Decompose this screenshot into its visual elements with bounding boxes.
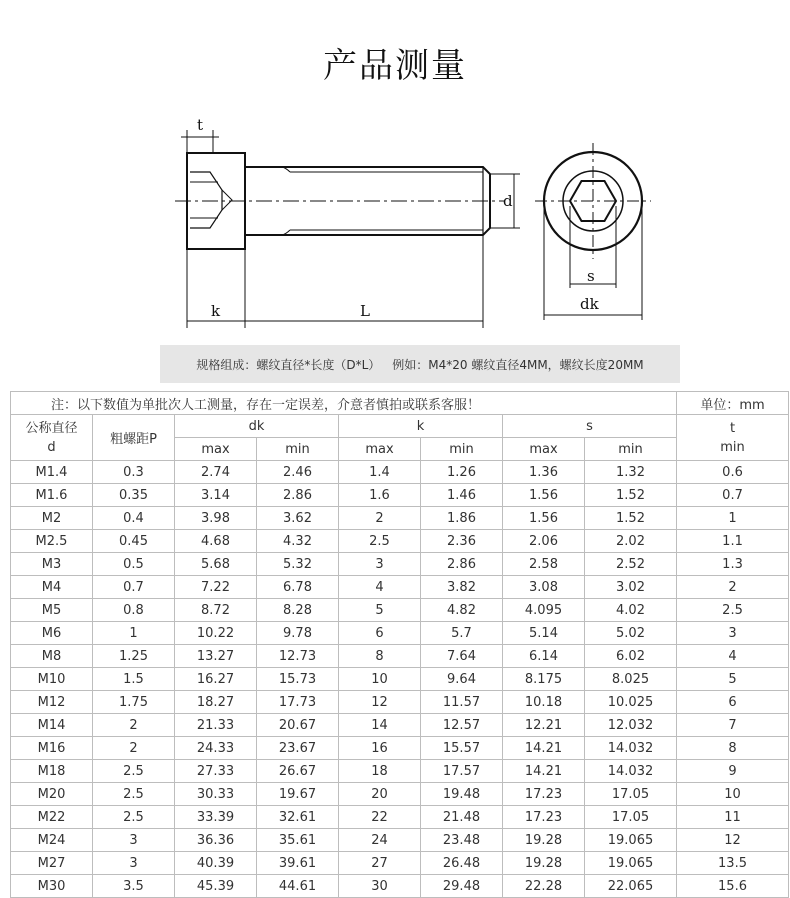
cell-dk-min: 19.67	[257, 783, 339, 806]
cell-t-min: 4	[677, 645, 789, 668]
cell-dk-min: 12.73	[257, 645, 339, 668]
cell-pitch: 0.3	[93, 461, 175, 484]
cell-pitch: 1.25	[93, 645, 175, 668]
cell-t-min: 5	[677, 668, 789, 691]
cell-t-min: 0.6	[677, 461, 789, 484]
cell-dk-min: 39.61	[257, 852, 339, 875]
spec-example: 例如：M4*20 螺纹直径4MM，螺纹长度20MM	[392, 357, 644, 372]
cell-pitch: 0.8	[93, 599, 175, 622]
cell-s-max: 1.36	[503, 461, 585, 484]
table-row	[11, 852, 789, 875]
cell-k-max: 24	[339, 829, 421, 852]
cell-diameter: M1.6	[11, 484, 93, 507]
table-row	[11, 875, 789, 898]
cell-k-max: 22	[339, 806, 421, 829]
cell-s-min: 6.02	[585, 645, 677, 668]
cell-k-max: 30	[339, 875, 421, 898]
cell-k-max: 20	[339, 783, 421, 806]
table-note-row	[11, 392, 789, 415]
cell-pitch: 0.5	[93, 553, 175, 576]
cell-diameter: M30	[11, 875, 93, 898]
cell-k-min: 23.48	[421, 829, 503, 852]
cell-dk-max: 18.27	[175, 691, 257, 714]
header-dk: dk	[175, 415, 339, 438]
cell-k-min: 15.57	[421, 737, 503, 760]
cell-t-min: 9	[677, 760, 789, 783]
cell-pitch: 0.4	[93, 507, 175, 530]
cell-dk-min: 8.28	[257, 599, 339, 622]
cell-k-min: 1.46	[421, 484, 503, 507]
cell-dk-min: 35.61	[257, 829, 339, 852]
header-s-min: min	[585, 438, 677, 461]
cell-s-max: 17.23	[503, 806, 585, 829]
cell-s-min: 8.025	[585, 668, 677, 691]
cell-t-min: 13.5	[677, 852, 789, 875]
cell-s-min: 1.52	[585, 484, 677, 507]
cell-k-min: 26.48	[421, 852, 503, 875]
cell-pitch: 3	[93, 852, 175, 875]
cell-pitch: 2.5	[93, 783, 175, 806]
cell-k-max: 5	[339, 599, 421, 622]
cell-s-max: 19.28	[503, 829, 585, 852]
cell-dk-max: 40.39	[175, 852, 257, 875]
header-k-max: max	[339, 438, 421, 461]
dimension-labels	[197, 116, 600, 320]
cell-k-max: 16	[339, 737, 421, 760]
cell-diameter: M10	[11, 668, 93, 691]
cell-pitch: 3	[93, 829, 175, 852]
cell-diameter: M22	[11, 806, 93, 829]
cell-k-min: 5.7	[421, 622, 503, 645]
table-note: 注：以下数值为单批次人工测量，存在一定误差，介意者慎拍或联系客服！	[11, 392, 677, 415]
cell-t-min: 10	[677, 783, 789, 806]
cell-t-min: 11	[677, 806, 789, 829]
cell-k-max: 12	[339, 691, 421, 714]
table-row	[11, 668, 789, 691]
header-pitch: 粗螺距P	[93, 415, 175, 461]
header-t-label: t	[729, 420, 736, 436]
cell-dk-max: 13.27	[175, 645, 257, 668]
header-dk-min: min	[257, 438, 339, 461]
cell-diameter: M8	[11, 645, 93, 668]
cell-s-min: 1.52	[585, 507, 677, 530]
cell-s-min: 1.32	[585, 461, 677, 484]
cell-dk-max: 2.74	[175, 461, 257, 484]
cell-dk-min: 5.32	[257, 553, 339, 576]
cell-dk-max: 10.22	[175, 622, 257, 645]
cell-pitch: 1	[93, 622, 175, 645]
cell-s-min: 17.05	[585, 783, 677, 806]
screw-technical-drawing	[0, 110, 790, 340]
cell-dk-min: 6.78	[257, 576, 339, 599]
cell-dk-max: 33.39	[175, 806, 257, 829]
cell-dk-max: 4.68	[175, 530, 257, 553]
table-row	[11, 599, 789, 622]
table-row	[11, 576, 789, 599]
table-row	[11, 461, 789, 484]
cell-t-min: 7	[677, 714, 789, 737]
cell-pitch: 2	[93, 737, 175, 760]
dimension-table	[10, 391, 788, 898]
cell-k-max: 8	[339, 645, 421, 668]
header-s-max: max	[503, 438, 585, 461]
cell-k-max: 14	[339, 714, 421, 737]
cell-s-max: 14.21	[503, 737, 585, 760]
cell-dk-max: 16.27	[175, 668, 257, 691]
cell-t-min: 6	[677, 691, 789, 714]
cell-s-max: 19.28	[503, 852, 585, 875]
cell-k-min: 1.26	[421, 461, 503, 484]
cell-dk-max: 7.22	[175, 576, 257, 599]
cell-s-min: 22.065	[585, 875, 677, 898]
cell-s-min: 14.032	[585, 737, 677, 760]
cell-t-min: 1.1	[677, 530, 789, 553]
end-view	[535, 143, 651, 320]
cell-k-max: 2	[339, 507, 421, 530]
cell-s-max: 12.21	[503, 714, 585, 737]
cell-dk-max: 27.33	[175, 760, 257, 783]
cell-s-max: 8.175	[503, 668, 585, 691]
cell-s-min: 17.05	[585, 806, 677, 829]
cell-k-min: 9.64	[421, 668, 503, 691]
cell-pitch: 0.7	[93, 576, 175, 599]
cell-k-max: 27	[339, 852, 421, 875]
cell-s-max: 2.58	[503, 553, 585, 576]
table-unit: 单位：mm	[677, 392, 789, 415]
cell-k-min: 1.86	[421, 507, 503, 530]
cell-t-min: 2	[677, 576, 789, 599]
cell-pitch: 2.5	[93, 806, 175, 829]
cell-diameter: M16	[11, 737, 93, 760]
table-row	[11, 507, 789, 530]
cell-diameter: M12	[11, 691, 93, 714]
cell-dk-max: 3.14	[175, 484, 257, 507]
cell-diameter: M14	[11, 714, 93, 737]
cell-dk-min: 32.61	[257, 806, 339, 829]
cell-pitch: 2.5	[93, 760, 175, 783]
cell-k-max: 1.6	[339, 484, 421, 507]
cell-dk-min: 44.61	[257, 875, 339, 898]
cell-s-max: 6.14	[503, 645, 585, 668]
cell-k-max: 2.5	[339, 530, 421, 553]
label-s: s	[587, 267, 595, 285]
header-t	[677, 415, 789, 461]
cell-k-min: 7.64	[421, 645, 503, 668]
cell-s-min: 4.02	[585, 599, 677, 622]
cell-k-min: 11.57	[421, 691, 503, 714]
cell-k-min: 2.36	[421, 530, 503, 553]
cell-pitch: 1.75	[93, 691, 175, 714]
cell-diameter: M20	[11, 783, 93, 806]
header-diameter-line1: 公称直径	[25, 420, 78, 436]
cell-t-min: 12	[677, 829, 789, 852]
cell-t-min: 2.5	[677, 599, 789, 622]
label-d: d	[503, 192, 513, 210]
cell-k-min: 4.82	[421, 599, 503, 622]
side-view	[175, 130, 520, 328]
cell-s-max: 14.21	[503, 760, 585, 783]
table-row	[11, 783, 789, 806]
table-row	[11, 829, 789, 852]
cell-s-max: 3.08	[503, 576, 585, 599]
cell-k-max: 10	[339, 668, 421, 691]
table-row	[11, 760, 789, 783]
cell-k-max: 3	[339, 553, 421, 576]
cell-s-max: 17.23	[503, 783, 585, 806]
cell-diameter: M24	[11, 829, 93, 852]
cell-diameter: M6	[11, 622, 93, 645]
spec-caption	[160, 345, 680, 383]
cell-dk-max: 45.39	[175, 875, 257, 898]
cell-dk-min: 2.46	[257, 461, 339, 484]
cell-k-min: 2.86	[421, 553, 503, 576]
cell-dk-max: 21.33	[175, 714, 257, 737]
cell-s-min: 12.032	[585, 714, 677, 737]
cell-diameter: M5	[11, 599, 93, 622]
cell-s-max: 10.18	[503, 691, 585, 714]
cell-s-max: 2.06	[503, 530, 585, 553]
cell-t-min: 15.6	[677, 875, 789, 898]
cell-dk-min: 20.67	[257, 714, 339, 737]
cell-k-min: 12.57	[421, 714, 503, 737]
cell-diameter: M2.5	[11, 530, 93, 553]
table-header-row	[11, 415, 789, 438]
table-row	[11, 691, 789, 714]
table-row	[11, 484, 789, 507]
cell-s-max: 1.56	[503, 507, 585, 530]
cell-dk-max: 5.68	[175, 553, 257, 576]
cell-dk-min: 3.62	[257, 507, 339, 530]
cell-s-max: 4.095	[503, 599, 585, 622]
cell-k-max: 4	[339, 576, 421, 599]
cell-t-min: 0.7	[677, 484, 789, 507]
cell-dk-min: 23.67	[257, 737, 339, 760]
page-title: 产品测量	[323, 46, 467, 86]
cell-k-max: 1.4	[339, 461, 421, 484]
cell-dk-max: 24.33	[175, 737, 257, 760]
cell-dk-min: 26.67	[257, 760, 339, 783]
cell-s-min: 14.032	[585, 760, 677, 783]
cell-k-min: 21.48	[421, 806, 503, 829]
cell-s-min: 10.025	[585, 691, 677, 714]
cell-t-min: 1.3	[677, 553, 789, 576]
cell-diameter: M3	[11, 553, 93, 576]
cell-k-min: 17.57	[421, 760, 503, 783]
cell-s-min: 5.02	[585, 622, 677, 645]
cell-k-max: 6	[339, 622, 421, 645]
label-dk: dk	[580, 295, 599, 313]
table-row	[11, 530, 789, 553]
cell-dk-min: 17.73	[257, 691, 339, 714]
label-L: L	[360, 302, 370, 320]
cell-dk-min: 15.73	[257, 668, 339, 691]
cell-dk-min: 9.78	[257, 622, 339, 645]
cell-dk-max: 36.36	[175, 829, 257, 852]
header-k: k	[339, 415, 503, 438]
cell-s-min: 19.065	[585, 852, 677, 875]
cell-dk-max: 8.72	[175, 599, 257, 622]
table-row	[11, 622, 789, 645]
cell-dk-min: 2.86	[257, 484, 339, 507]
cell-k-min: 3.82	[421, 576, 503, 599]
cell-dk-max: 30.33	[175, 783, 257, 806]
cell-pitch: 2	[93, 714, 175, 737]
header-diameter	[11, 415, 93, 461]
header-t-min: min	[720, 439, 745, 455]
cell-s-max: 1.56	[503, 484, 585, 507]
table-row	[11, 645, 789, 668]
cell-diameter: M4	[11, 576, 93, 599]
header-dk-max: max	[175, 438, 257, 461]
label-t: t	[197, 116, 204, 134]
cell-pitch: 1.5	[93, 668, 175, 691]
cell-s-min: 3.02	[585, 576, 677, 599]
cell-pitch: 3.5	[93, 875, 175, 898]
table-row	[11, 737, 789, 760]
cell-t-min: 8	[677, 737, 789, 760]
cell-s-max: 5.14	[503, 622, 585, 645]
table-row	[11, 714, 789, 737]
cell-s-min: 2.02	[585, 530, 677, 553]
cell-diameter: M18	[11, 760, 93, 783]
header-k-min: min	[421, 438, 503, 461]
cell-dk-min: 4.32	[257, 530, 339, 553]
header-diameter-line2: d	[47, 439, 56, 455]
label-k: k	[211, 302, 221, 320]
cell-s-min: 19.065	[585, 829, 677, 852]
cell-t-min: 3	[677, 622, 789, 645]
cell-k-min: 29.48	[421, 875, 503, 898]
spec-composition: 规格组成：螺纹直径*长度（D*L）	[196, 357, 381, 372]
cell-dk-max: 3.98	[175, 507, 257, 530]
cell-t-min: 1	[677, 507, 789, 530]
cell-s-min: 2.52	[585, 553, 677, 576]
table-row	[11, 806, 789, 829]
header-s: s	[503, 415, 677, 438]
cell-diameter: M1.4	[11, 461, 93, 484]
cell-s-max: 22.28	[503, 875, 585, 898]
cell-diameter: M27	[11, 852, 93, 875]
cell-diameter: M2	[11, 507, 93, 530]
table-body	[11, 461, 789, 898]
cell-k-min: 19.48	[421, 783, 503, 806]
table-row	[11, 553, 789, 576]
cell-pitch: 0.35	[93, 484, 175, 507]
cell-k-max: 18	[339, 760, 421, 783]
cell-pitch: 0.45	[93, 530, 175, 553]
